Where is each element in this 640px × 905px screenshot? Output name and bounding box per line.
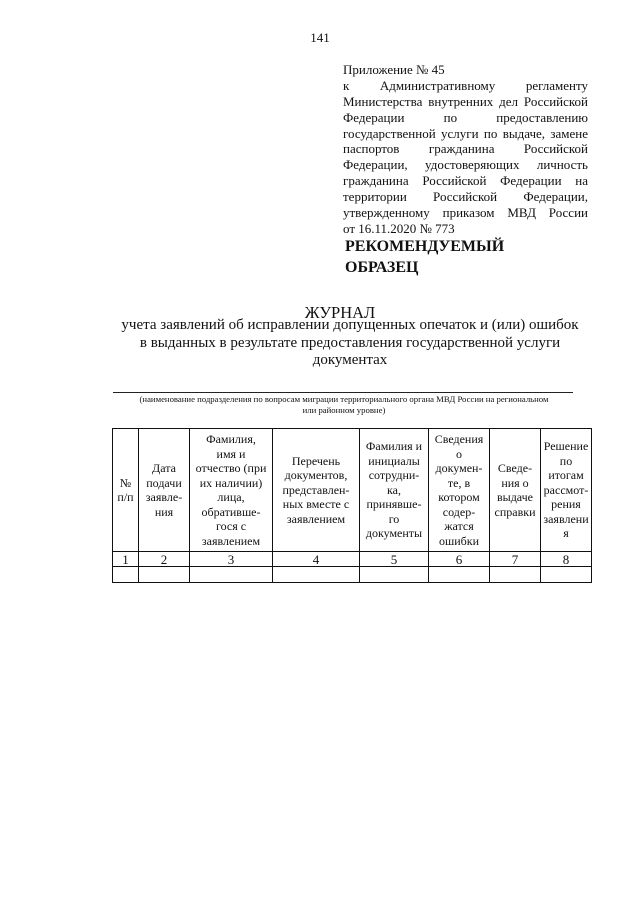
appendix-reference bbox=[343, 62, 588, 237]
appendix-line: утвержденному приказом МВД России bbox=[343, 205, 588, 221]
appendix-line: Приложение № 45 bbox=[343, 62, 445, 77]
subtitle-line: учета заявлений об исправлении допущенных опечаток и (или) ошибок bbox=[121, 317, 579, 333]
appendix-line: государственной услуги по выдаче, замене bbox=[343, 125, 588, 141]
empty-table-row bbox=[113, 567, 592, 583]
stamp-line: РЕКОМЕНДУЕМЫЙ bbox=[345, 238, 505, 255]
header-cell: Дата подачи заявле- ния bbox=[139, 429, 190, 552]
empty-cell bbox=[429, 567, 490, 583]
appendix-line: Федерации по предоставлению bbox=[343, 109, 588, 125]
column-number-cell: 4 bbox=[273, 552, 360, 567]
journal-title: ЖУРНАЛ bbox=[304, 303, 376, 322]
stamp-line: ОБРАЗЕЦ bbox=[345, 259, 419, 276]
column-number-cell: 6 bbox=[429, 552, 490, 567]
page-number: 141 bbox=[310, 30, 330, 45]
appendix-line: к Административному регламенту bbox=[343, 77, 588, 93]
journal-subtitle bbox=[100, 317, 600, 370]
column-number-row bbox=[113, 552, 592, 567]
empty-cell bbox=[139, 567, 190, 583]
unit-note-line: (наименование подразделения по вопросам миграции территориального органа МВД России на региональном bbox=[139, 394, 549, 404]
recommended-sample-label bbox=[345, 236, 504, 278]
column-number-cell: 8 bbox=[541, 552, 592, 567]
appendix-line: паспортов гражданина Российской bbox=[343, 141, 588, 157]
subtitle-line: документах bbox=[312, 352, 388, 368]
empty-cell bbox=[360, 567, 429, 583]
column-number-cell: 2 bbox=[139, 552, 190, 567]
appendix-line: гражданина Российской Федерации на bbox=[343, 173, 588, 189]
unit-note-line: или районном уровне) bbox=[302, 404, 386, 415]
subtitle-line: в выданных в результате предоставления государственной услуги bbox=[139, 334, 561, 351]
unit-name-caption bbox=[113, 394, 575, 415]
appendix-line: территории Российской Федерации, bbox=[343, 189, 588, 205]
header-cell: Решение по итогам рассмот- рения заявлени я bbox=[541, 429, 592, 552]
column-number-cell: 7 bbox=[490, 552, 541, 567]
empty-cell bbox=[113, 567, 139, 583]
header-cell: Сведе- ния о выдаче справки bbox=[490, 429, 541, 552]
table-header-row bbox=[113, 429, 592, 552]
unit-name-line bbox=[113, 392, 573, 393]
column-number-cell: 3 bbox=[190, 552, 273, 567]
header-cell: Фамилия, имя и отчество (при их наличии) лица, обративше- гося с заявлением bbox=[190, 429, 273, 552]
empty-cell bbox=[273, 567, 360, 583]
empty-cell bbox=[490, 567, 541, 583]
appendix-line: от 16.11.2020 № 773 bbox=[343, 220, 455, 236]
appendix-line: Федерации, удостоверяющих личность bbox=[343, 157, 588, 173]
appendix-line: Министерства внутренних дел Российской bbox=[343, 93, 588, 109]
empty-cell bbox=[541, 567, 592, 583]
column-number-cell: 1 bbox=[113, 552, 139, 567]
empty-cell bbox=[190, 567, 273, 583]
header-cell: № п/п bbox=[113, 429, 139, 552]
journal-table bbox=[112, 428, 592, 583]
header-cell: Перечень документов, представлен- ных вместе с заявлением bbox=[273, 429, 360, 552]
header-cell: Фамилия и инициалы сотрудни- ка, принявше- го документы bbox=[360, 429, 429, 552]
column-number-cell: 5 bbox=[360, 552, 429, 567]
header-cell: Сведения о докумен- те, в котором содер- жатся ошибки bbox=[429, 429, 490, 552]
